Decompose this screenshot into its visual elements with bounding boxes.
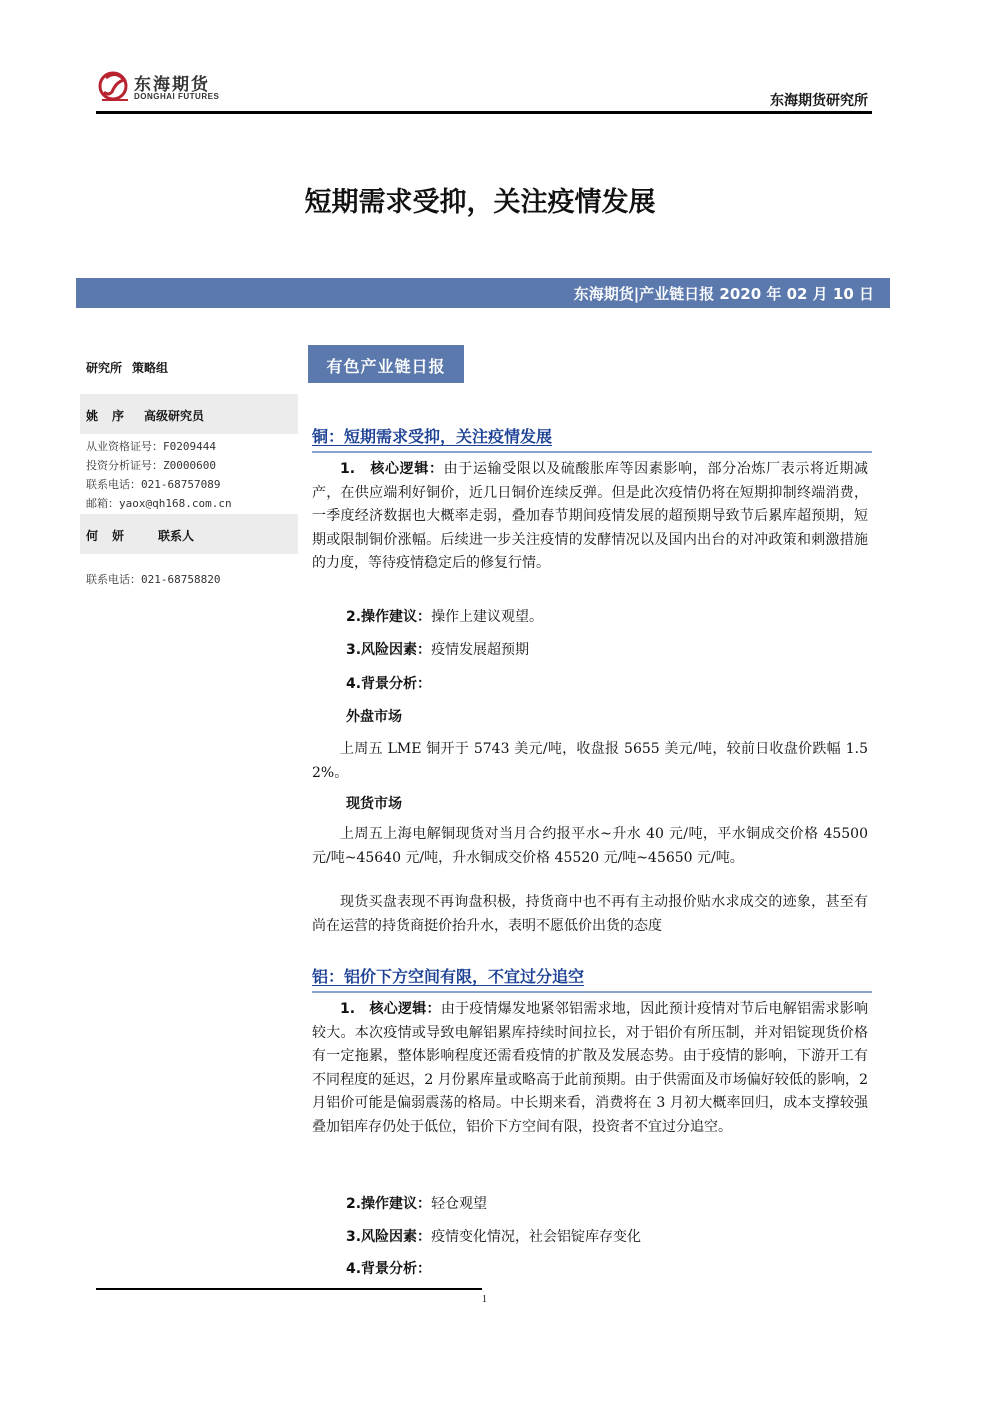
page-number: 1 bbox=[482, 1294, 487, 1305]
logo-chinese-text: 东海期货 bbox=[134, 75, 210, 95]
copper-advice bbox=[346, 606, 543, 626]
logo-mark-icon bbox=[98, 66, 132, 106]
contact-role: 联系人 bbox=[158, 529, 195, 543]
aluminum-risk-text: 疫情变化情况，社会铝锭库存变化 bbox=[431, 1229, 642, 1245]
copper-section-divider bbox=[312, 451, 872, 453]
aluminum-core-logic bbox=[312, 998, 868, 1140]
analyst-phone: 联系电话：021-68757089 bbox=[86, 478, 221, 491]
report-title: 短期需求受抑，关注疫情发展 bbox=[304, 187, 656, 218]
copper-risk-label: 3.风险因素： bbox=[346, 642, 432, 658]
contact-header bbox=[86, 527, 194, 544]
copper-foreign-market-text: 上周五 LME 铜开于 5743 美元/吨，收盘报 5655 美元/吨，较前日收盘价跌幅 1.52%。 bbox=[312, 741, 868, 781]
aluminum-risk-label: 3.风险因素： bbox=[346, 1229, 432, 1245]
aluminum-logic-text: 由于疫情爆发地紧邻铝需求地，因此预计疫情对节后电解铝需求影响较大。本次疫情或导致电解铝累库持续时间拉长，对于铝价有所压制，并对铝锭现货价格有一定拖累，整体影响程度还需看疫情的扩散及发展态势。由于疫情的影响，下游开工有不同程度的延迟，2 月份累库量或略高于此前预期。由于供需面及市场偏好较低的影响，2 月铝价可能是偏弱震荡的格局。中长期来看，消费将在 3 月初大概率回归，成本支撑较强叠加铝库存仍处于低位，铝价下方空间有限，投资者不宜过分追空。 bbox=[312, 1001, 869, 1135]
report-type-tag bbox=[308, 345, 464, 383]
copper-core-logic bbox=[312, 458, 868, 576]
contact-phone: 联系电话：021-68758820 bbox=[86, 573, 221, 586]
copper-advice-text: 操作上建议观望。 bbox=[431, 609, 544, 625]
analyst-qualification-id: 从业资格证号：F0209444 bbox=[86, 440, 216, 453]
aluminum-advice-text: 轻仓观望 bbox=[431, 1196, 488, 1212]
copper-bg-label: 4.背景分析： bbox=[346, 676, 432, 692]
copper-spot-market-text-2: 现货买盘表现不再询盘积极，持货商中也不再有主动报价贴水求成交的迹象，甚至有尚在运营的持货商挺价抬升水，表明不愿低价出货的态度 bbox=[312, 894, 868, 934]
report-type-label: 有色产业链日报 bbox=[326, 357, 446, 376]
analyst-investment-id: 投资分析证号：Z0000600 bbox=[86, 459, 216, 472]
aluminum-advice-label: 2.操作建议： bbox=[346, 1196, 432, 1212]
footer-divider bbox=[96, 1288, 482, 1290]
aluminum-background bbox=[346, 1258, 431, 1278]
copper-logic-label: 1. 核心逻辑： bbox=[340, 461, 444, 477]
logo-english-text: DONGHAI FUTURES bbox=[134, 92, 220, 101]
copper-risk bbox=[346, 639, 529, 659]
sidebar-department bbox=[86, 359, 168, 376]
group-name: 策略组 bbox=[132, 361, 169, 375]
copper-foreign-market-heading: 外盘市场 bbox=[346, 709, 402, 725]
report-banner bbox=[76, 278, 890, 308]
analyst-email[interactable]: 邮箱：yaox@qh168.com.cn bbox=[86, 497, 232, 510]
header-divider bbox=[96, 111, 872, 114]
aluminum-section-divider bbox=[312, 991, 872, 993]
copper-background bbox=[346, 673, 431, 693]
analyst-header bbox=[86, 407, 204, 424]
copper-spot-market-heading: 现货市场 bbox=[346, 796, 402, 812]
analyst-role: 高级研究员 bbox=[144, 409, 205, 423]
aluminum-section-title[interactable]: 铝：铝价下方空间有限，不宜过分追空 bbox=[312, 967, 585, 986]
copper-risk-text: 疫情发展超预期 bbox=[431, 642, 530, 658]
department-name: 研究所 bbox=[86, 361, 123, 375]
aluminum-risk bbox=[346, 1226, 641, 1246]
aluminum-bg-label: 4.背景分析： bbox=[346, 1261, 432, 1277]
copper-spot-market-text: 上周五上海电解铜现货对当月合约报平水~升水 40 元/吨，平水铜成交价格 45500 元/吨~45640 元/吨，升水铜成交价格 45520 元/吨~45650 元/吨。 bbox=[312, 826, 868, 866]
aluminum-logic-label: 1. 核心逻辑： bbox=[340, 1001, 441, 1017]
analyst-name: 姚序 bbox=[86, 409, 139, 423]
copper-section-title[interactable]: 铜：短期需求受抑，关注疫情发展 bbox=[312, 427, 553, 446]
aluminum-advice bbox=[346, 1193, 487, 1213]
banner-text: 东海期货|产业链日报 2020 年 02 月 10 日 bbox=[573, 285, 874, 303]
company-logo bbox=[98, 66, 238, 108]
copper-advice-label: 2.操作建议： bbox=[346, 609, 432, 625]
institute-name: 东海期货研究所 bbox=[770, 93, 868, 109]
copper-logic-text: 由于运输受限以及硫酸胀库等因素影响，部分冶炼厂表示将近期减产，在供应端利好铜价，近几日铜价连续反弹。但是此次疫情仍将在短期抑制终端消费，一季度经济数据也大概率走弱，叠加春节期间疫情发展的超预期导致节后累库超预期，短期或限制铜价涨幅。后续进一步关注疫情的发酵情况以及国内出台的对冲政策和刺激措施的力度，等待疫情稳定后的修复行情。 bbox=[312, 461, 869, 572]
contact-name: 何妍 bbox=[86, 529, 139, 543]
